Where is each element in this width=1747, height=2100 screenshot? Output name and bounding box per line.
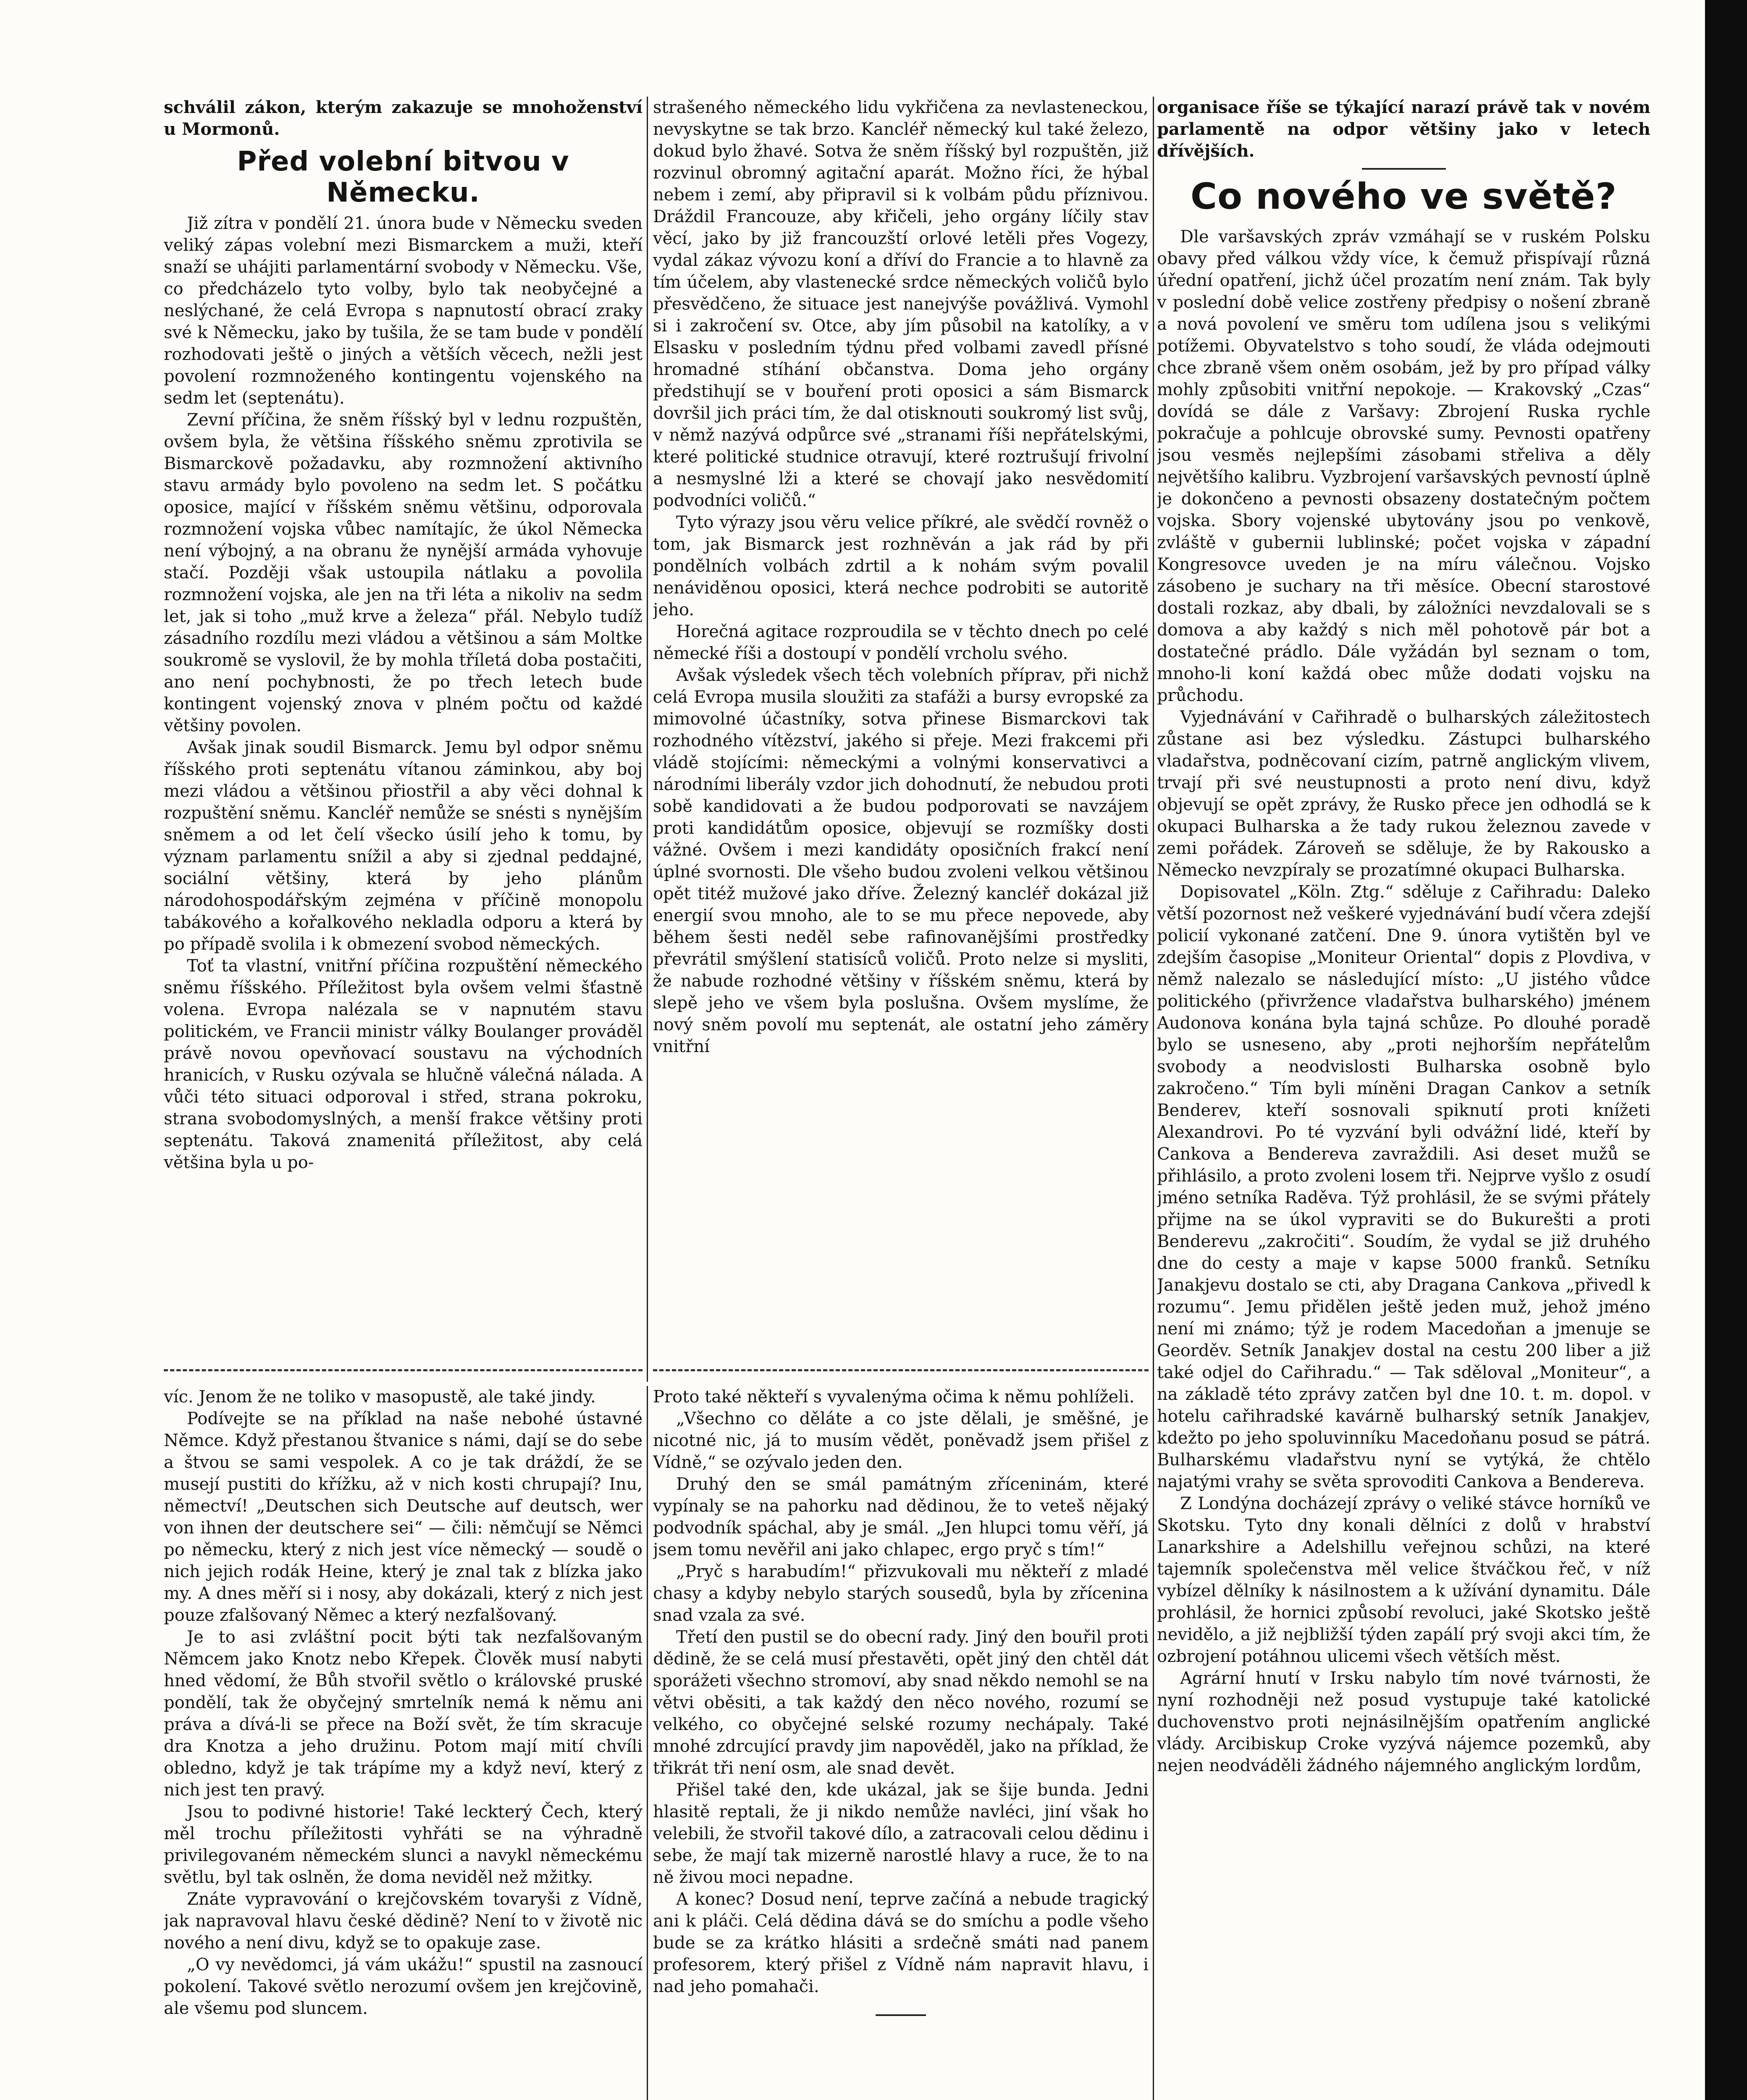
article-paragraph: Avšak výsledek všech těch volebních příprav, při nichž celá Evropa musila sloužiti za stafáži a bursy evropské za mimovolné účastníky, sotva přinese Bismarckovi tak rozhodného vítězství, jakého si přeje. Mezi frakcemi při vládě stojícími: německými a volnými konservativci a národními liberály vzdor jich dohodnutí, že nebudou proti sobě kandidovati a že budou podporovati se navzájem proti kandidátům oposice, objevují se rozmíšky dosti vážné. Ovšem i mezi kandidáty oposičních frakcí není úplné svornosti. Dle všeho budou zvoleni velkou většinou opět titéž mužové jako dříve. Železný kancléř dokázal již energií svou mnoho, ale to se mu přece nepovede, aby během šesti neděl sebe rafinovanějšími prostředky převrátil smýšlení statisíců voličů. Proto nelze si mysliti, že nabude rozhodné většiny v říšském sněmu, která by slepě jeho ve všem byla poslušna. Ovšem myslíme, že nový sněm povolí mu septenát, ale ostatní jeho záměry vnitřní [653,666,1149,1056]
feuilleton-paragraph: „Pryč s harabudím!“ přizvukovali mu někteří z mladé chasy a kdyby nebylo starých sousedů, byla by zřícenina snad vzala za své. [653,1562,1149,1625]
article-paragraph: Horečná agitace rozproudila se v těchto dnech po celé německé říši a dostoupí v pondělí vrcholu svého. [653,622,1149,663]
section-headline: Co nového ve světě? [1190,176,1617,218]
feuilleton-paragraph: Podívejte se na příklad na naše nebohé ústavné Němce. Když přestanou štvanice s námi, dají se do sebe a štvou se sami vespolek. A co je tak dráždí, že se musejí pustiti do křížku, až v nich kosti chrupají? Inu, němectví! „Deutschen sich Deutsche auf deutsch, wer von ihnen der deutschere sei“ — čili: němčují se Němci po německu, který z nich jest více německý — soudě o nich jejich rodák Heine, který je znal tak z blízka jako my. A dnes měří si i nosy, aby dokázali, který z nich jest pouze zfalšovaný Němec a který nezfalšovaný. [164,1409,643,1625]
feuilleton-separator-1 [164,1369,643,1376]
news-paragraph: Agrární hnutí v Irsku nabylo tím nové tvárnosti, že nyní rozhodněji než posud vystupuje také katolické duchovenstvo proti nejnásilnějším opatřením anglické vlády. Arcibiskup Croke vyzývá nájemce pozemků, aby nejen neodváděli žádného nájemného anglickým lordům, [1157,1669,1650,1775]
feuilleton-right [653,1386,1149,2100]
article-paragraph: Toť ta vlastní, vnitřní příčina rozpuštění německého sněmu říšského. Příležitost byla ovšem velmi šťastně volena. Evropa nalézala se v napnutém stavu politickém, ve Francii ministr války Boulanger prováděl právě novou opevňovací soustavu na východních hranicích, v Rusku ozývala se hlučně válečná nálada. A vůči této situaci odporoval i střed, strana pokroku, strana svobodomyslných, a menší frakce většiny proti septenátu. Taková znamenitá příležitost, aby celá většina byla u po- [164,956,643,1172]
news-paragraph: Z Londýna docházejí zprávy o veliké stávce horníků ve Skotsku. Tyto dny konali dělníci z dolů v hrabství Lanarkshire a Adelshillu veřejnou schůzi, na které tajemník společenstva měl velice štváčkou řeč, v níž vybízel dělníky k násilnostem a k užívání dynamitu. Dále prohlásil, že hornici způsobí revoluci, jaké Skotsko ještě nevidělo, a již nejbližší týden zapálí prý svoji akci tím, že ozbrojení potáhnou ulicemi všech větších měst. [1157,1494,1650,1666]
article-paragraph: Již zítra v pondělí 21. února bude v Německu sveden veliký zápas volební mezi Bismarckem a muži, kteří snaží se uhájiti parlamentární svobody v Německu. Vše, co předcházelo tyto volby, bylo tak neobyčejné a neslýchané, že celá Evropa s napnutostí obrací zraky své k Německu, jako by tušila, že se tam bude v pondělí rozhodovati ještě o jiných a větších věcech, nežli jest povolení rozmnoženého kontingentu vojenského na sedm let (septenátu). [164,214,643,408]
feuilleton-paragraph: Třetí den pustil se do obecní rady. Jiný den bouřil proti dědině, že se celá musí přestavěti, opět jiný den chtěl dát sporážeti všechno stromoví, aby snad někdo nemohl se na větvi oběsiti, a tak každý den něco nového, rozumí se velkého, co obyčejné selské rozumy nechápaly. Také mnohé zdrcující pravdy jim napověděl, jako na příklad, že třikrát tři není osm, ale snad devět. [653,1628,1149,1778]
feuilleton-paragraph: Je to asi zvláštní pocit býti tak nezfalšovaným Němcem jako Knotz nebo Křepek. Člověk musí nabyti hned vědomí, že Bůh stvořil světlo o královské pruské pondělí, tak že obyčejný smrtelník nemá k němu ani práva a dívá-li se přece na Boží svět, že tím skracuje dra Knotza a jeho družinu. Potom mají mití chvíli obledno, když je tak trápíme my a když neví, který z nich jest ten pravý. [164,1628,643,1800]
column-1-intro: schválil zákon, kterým zakazuje se mnohoženství u Mormonů. [164,97,643,139]
feuilleton-paragraph: Proto také někteří s vyvalenýma očima k němu pohlíželi. [653,1387,1135,1407]
column-rule-1 [647,97,648,1382]
news-paragraph: Vyjednávání v Cařihradě o bulharských záležitostech zůstane asi bez výsledku. Zástupci bulharského vladařstva, podněcovaní cizím, patrně anglickým vlivem, trvají při své neustupnosti a proto není divu, když objevují se opět zprávy, že Rusko přece jen odhodlá se k okupaci Bulharska a že tady rukou železnou zavede v zemi pořádek. Zároveň se sděluje, že by Rakousko a Německo nevzpíraly se prozatímné okupaci Bulharska. [1157,708,1650,880]
column-1 [164,97,643,1378]
article-paragraph: Avšak jinak soudil Bismarck. Jemu byl odpor sněmu říšského proti septenátu vítanou záminkou, aby boj mezi vládou a většinou přiostřil a aby věci dohnal k rozpuštění sněmu. Kancléř nemůže se snésti s nynějším sněmem a od let čelí všecko úsilí jeho k tomu, by význam parlamentu snížil a aby si zjednal peddajné, sociální většiny, která by jeho plánům národohospodářským zejména v příčině monopolu tabákového a kořalkového nekladla odporu a která by po případě svolila i k obmezení svobod německých. [164,738,643,954]
feuilleton-paragraph: „O vy nevědomci, já vám ukážu!“ spustil na zasnoucí pokolení. Takové světlo nerozumí ovšem jen krejčovině, ale všemu pod sluncem. [164,1955,643,2018]
column-3-intro: organisace říše se týkající narazí právě tak v novém parlamentě na odpor většiny jako v letech dřívějších. [1157,97,1650,161]
feuilleton-left [164,1386,643,2100]
column-rule-3 [647,1386,648,2100]
article-paragraph: Zevní příčina, že sněm říšský byl v lednu rozpuštěn, ovšem byla, že většina říšského sněmu zprotivila se Bismarckově požadavku, aby rozmnožení aktivního stavu armády bylo povoleno na sedm let. S počátku oposice, mající v říšském sněmu většinu, odporovala rozmnožení vojska vůbec namítajíc, že úkol Německa není výbojný, a na obranu že nynější armáda vyhovuje stačí. Později však ustoupila nátlaku a povolila rozmnožení vojska, ale jen na tři léta a nikoliv na sedm let, jak si toho „muž krve a železa“ přál. Nebylo tudíž zásadního rozdílu mezi vládou a většinou a sám Moltke soukromě se vyslovil, že by mohla tříletá doba postačiti, ano není pochybnosti, že po třech letech bude kontingent vojenský znova v plném počtu od každé většiny povolen. [164,410,643,735]
section-divider [1362,168,1446,170]
article-paragraph: strašeného německého lidu vykřičena za nevlasteneckou, nevyskytne se tak brzo. Kancléř německý kul také železo, dokud bylo žhavé. Sotva že sněm říšský byl rozpuštěn, již rozvinul obromný agitační aparát. Možno říci, že hýbal nebem i zemí, aby připravil si k volbám půdu příznivou. Dráždil Francouze, aby křičeli, jeho orgány líčily stav věcí, jako by již francouzští orlové letěli přes Vogezy, vydal zákaz vývozu koní a dříví do Francie a to hlavně za tím účelem, aby vlastenecké srdce německých voličů bylo přesvědčeno, že situace jest nanejvýše povážlivá. Vymohl si i zakročení sv. Otce, aby jím působil na katolíky, a v Elsasku v posledním týdnu před volbami zavedl přísné hromadné stíhání občanstva. Doma jeho orgány předstihují se v bouření proti oposici a sám Bismarck dovršil jich práci tím, že dal otisknouti soukromý list svůj, v němž nazývá odpůrce své „stranami říši nepřátelskými, které politické studnice otravují, které roztrušují frivolní a nesmyslné lži a které se chovají jako nesvědomití podvodníci voličů.“ [653,98,1149,510]
feuilleton-paragraph: Přišel také den, kde ukázal, jak se šije bunda. Jedni hlasitě reptali, že ji nikdo nemůže navléci, jiní však ho velebili, že stvořil takové dílo, a zatracovali celou dědinu i sebe, že mají tak mizerně narostlé hlavy a ruce, že to na ně živou moci nepadne. [653,1780,1149,1887]
feuilleton-paragraph: Znáte vypravování o krejčovském tovaryši z Vídně, jak napravoval hlavu české dědině? Není to v životě nic nového a není divu, když se to opakuje zase. [164,1890,643,1953]
feuilleton-paragraph: A konec? Dosud není, teprve začíná a nebude tragický ani k pláči. Celá dědina dává se do smíchu a podle všeho bude se za krátko hlásiti a srdečně smáti nad panem profesorem, který přišel z Vídně nám napravit hlavu, i nad jeho pomahači. [653,1890,1149,1996]
column-3 [1157,97,1650,2100]
news-paragraph: Dopisovatel „Köln. Ztg.“ sděluje z Cařihradu: Daleko větší pozornost než veškeré vyjednávání budí včera zdejší policií vykonané zatčení. Dne 9. února vytištěn byl ve zdejším časopise „Moniteur Oriental“ dopis z Plovdiva, v němž nalezalo se následující místo: „U jistého vůdce politického (přivržence vladařstva bulharského) jménem Audonova konána byla tajná schůze. Po dlouhé poradě bylo se usneseno, aby „proti nejhorším nepřátelům svobody a neodvislosti Bulharska osobně bylo zakročeno.“ Tím byli míněni Dragan Cankov a setník Benderev, kteří sosnovali spiknutí proti knížeti Alexandrovi. Po té vyzvání byli odvážní lidé, kteří by Cankova a Bendereva zavraždili. Asi deset mužů se přihlásilo, a proto zvoleni losem tři. Nejprve vyšlo z osudí jméno setníka Raděva. Týž prohlásil, že se svými přátely přijme na se úkol vypraviti se do Bukurešti a proti Benderevu „zakročiti“. Soudím, že vydal se již druhého dne do cesty a maje v kapse 5000 franků. Setníku Janakjevu dostalo se cti, aby Dragana Cankova „přivedl k rozumu“. Jemu přidělen ještě jeden muž, jehož jméno není mi známo; týž je rodem Macedoňan a jmenuje se Georděv. Setník Janakjev dostal na cestu 200 liber a již také odjel do Cařihradu.“ — Tak sděloval „Moniteur“, a na základě této zprávy zatčen byl dne 10. t. m. dopol. v hotelu cařihradské kavárně bulharský setník Janakjev, kdežto po jeho spoluvinníku Macedoňanu posud se pátrá. Bulharskému vladařstvu nyní se vytýká, že chtělo najatými vrahy se světa sprovoditi Cankova a Bendereva. [1157,882,1650,1491]
news-paragraph: Dle varšavských zpráv vzmáhají se v ruském Polsku obavy před válkou vždy více, k čemuž přispívají různá úřední opatření, jichž účel prozatím není znám. Tak byly v poslední době velice zostřeny předpisy o nošení zbraně a nová povolení ve směru tom udílena jsou s velikými potížemi. Obyvatelstvo s toho soudí, že vláda odejmouti chce zbraně všem oněm osobám, jež by pro případ války mohly způsobiti vnitřní nepokoje. — Krakovský „Czas“ dovídá se dále z Varšavy: Zbrojení Ruska rychle pokračuje a pohlcuje obrovské sumy. Pevnosti opatřeny jsou vesměs nejlepšími zásobami střeliva a děly největšího kalibru. Vyzbrojení varšavských pevností úplně je dokončeno a pevnosti obsazeny dostatečným počtem vojska. Sbory vojenské ubytovány jsou po venkově, zvláště v gubernii lublinské; počet vojska v západní Kongresovce uveden je na míru válečnou. Vojsko zásobeno je suchary na tři měsíce. Obecní starostové dostali rozkaz, aby dbali, by záložníci nevzdalovali se s domova a aby každý s nich měl pohotově pár bot a dostatečné prádlo. Dále vyžádán byl seznam o tom, mnoho-li koní každá obec může dodati vojsku na průchodu. [1157,227,1650,705]
feuilleton-paragraph: Jsou to podivné historie! Také leckterý Čech, který měl trochu příležitosti vyhřáti se na výhradně privilegovaném německém slunci a navykl německému světlu, byl tak oslněn, že doma neviděl než mžitky. [164,1802,643,1887]
feuilleton-paragraph: víc. Jenom že ne toliko v masopustě, ale také jindy. [164,1387,596,1407]
feuilleton-paragraph: Druhý den se smál památným zříceninám, které vypínaly se na pahorku nad dědinou, že to veteš nějaký podvodník spáchal, aby je smál. „Jen hlupci tomu věří, já jsem tomu nevěřil ani jako chlapec, ergo pryč s tím!“ [653,1475,1149,1559]
article-headline: Před volební bitvou v Německu. [237,146,569,208]
end-divider [876,2014,926,2016]
article-paragraph: Tyto výrazy jsou věru velice příkré, ale svědčí rovněž o tom, jak Bismarck jest rozhněván a jak rád by při pondělních volbách zdrtil a k nohám svým povalil nenáviděnou oposici, která nechce podrobiti se autoritě jeho. [653,513,1149,620]
scan-border [1705,0,1747,2100]
column-2 [653,97,1149,1378]
feuilleton-paragraph: „Všechno co děláte a co jste dělali, je směšné, je nicotné nic, já to musím vědět, poněvadž jsem přišel z Vídně,“ se ozývalo jeden den. [653,1409,1149,1472]
column-rule-2 [1153,97,1154,2100]
feuilleton-separator-2 [653,1369,1149,1376]
